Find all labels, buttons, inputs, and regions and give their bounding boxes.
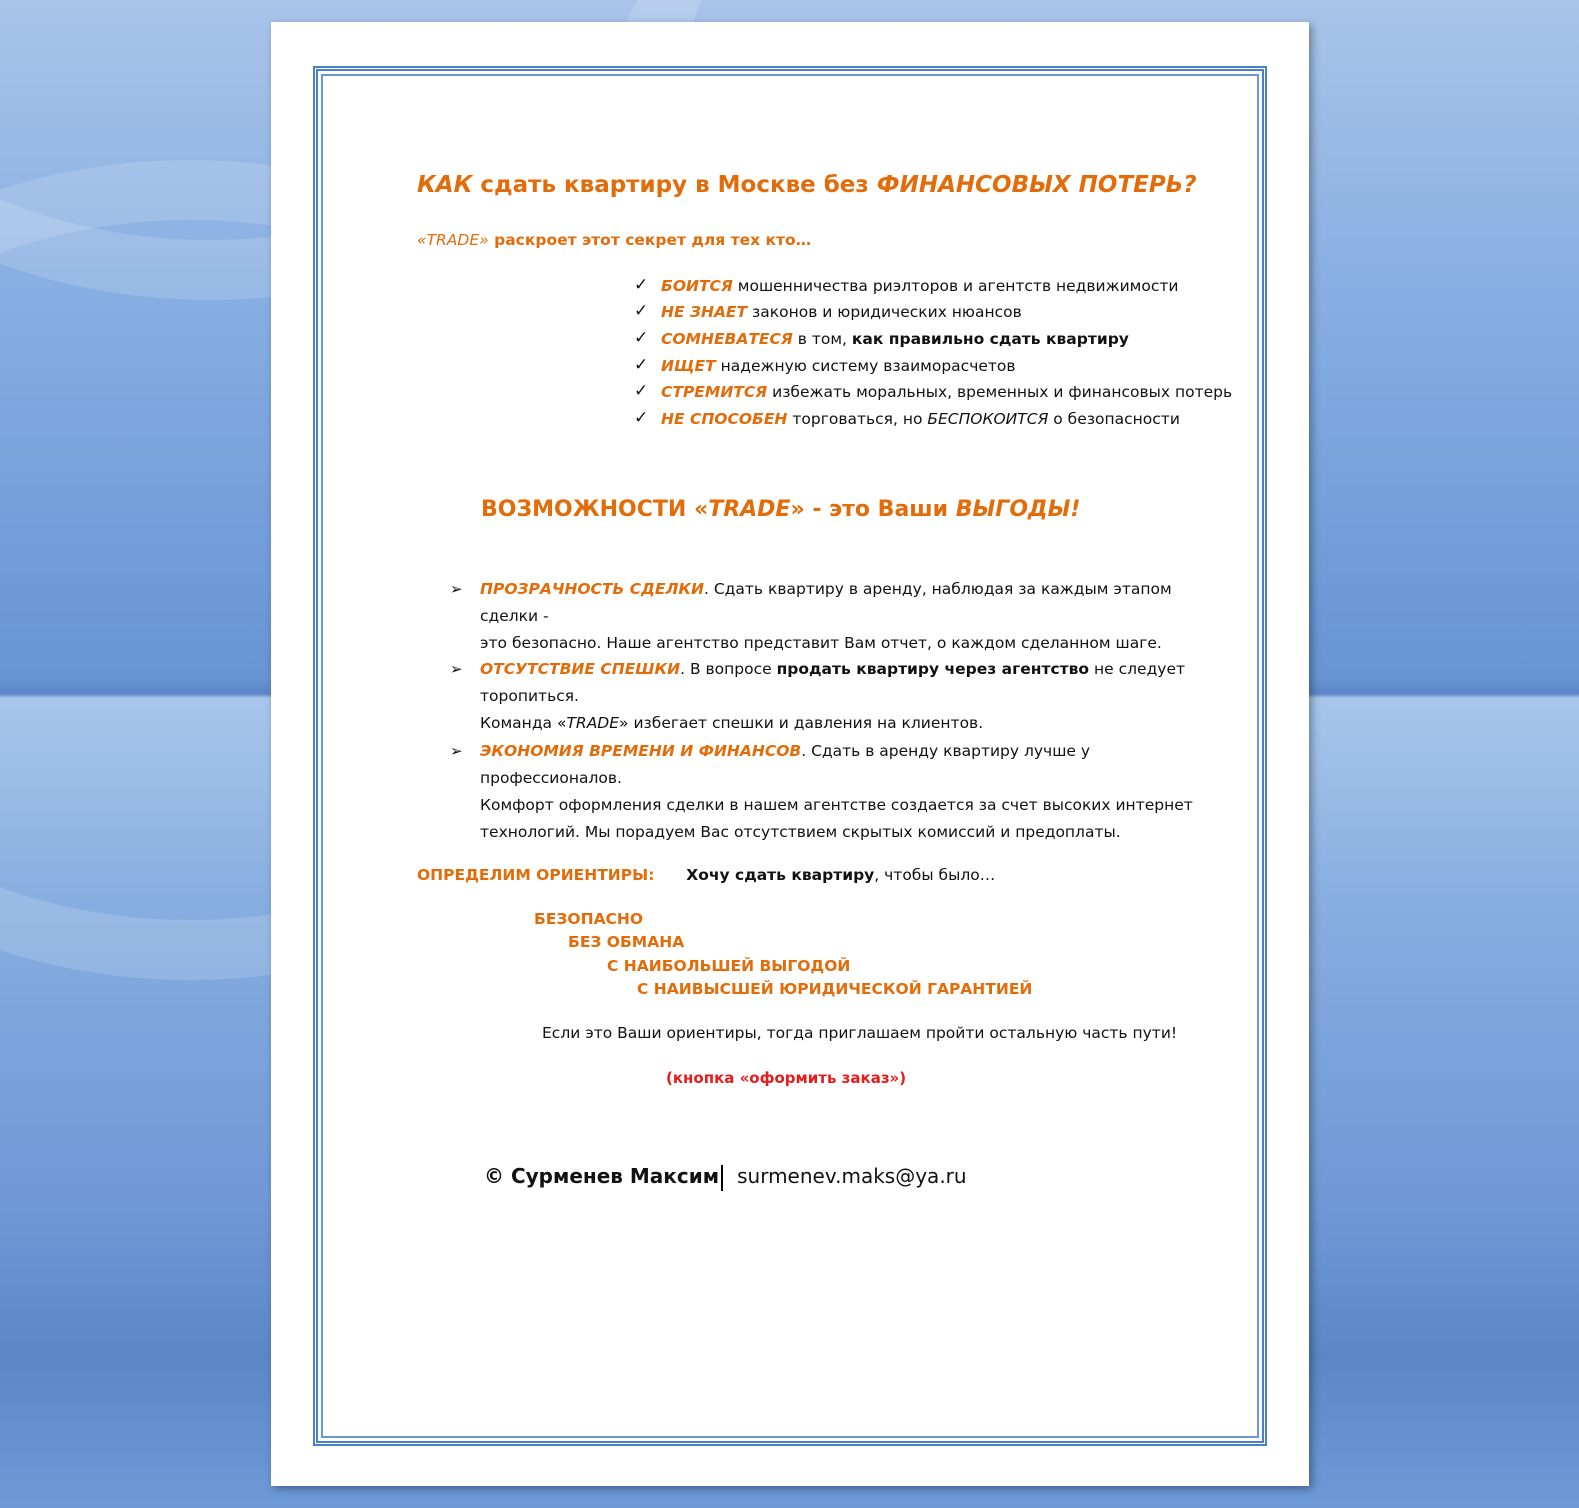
arrow-bullet-icon: ➢	[450, 742, 463, 760]
list-item-key: БОИТСЯ	[661, 277, 733, 295]
subtitle-text: раскроет этот секрет для тех кто…	[488, 231, 812, 249]
heading-part: » - это Ваши	[790, 497, 956, 522]
list-item-key: СОМНЕВАТЕСЯ	[661, 330, 793, 348]
advantage-text: Комфорт оформления сделки в нашем агентстве создается за счет высоких интернет	[480, 796, 1193, 814]
advantage-text: . Сдать квартиру в аренду, наблюдая за каждым этапом сделки -	[480, 580, 1172, 625]
list-item	[634, 301, 1022, 321]
list-item	[634, 408, 1180, 428]
subtitle	[417, 231, 811, 249]
list-item	[634, 275, 1179, 295]
list-item-key: СТРЕМИТСЯ	[661, 383, 768, 401]
advantage-text: Команда «	[480, 714, 567, 732]
list-item-text: в том,	[792, 330, 852, 348]
list-item	[634, 355, 1016, 375]
title-part: сдать квартиру в Москве без	[472, 172, 877, 198]
list-item-text: законов и юридических нюансов	[747, 303, 1022, 321]
list-item-key: НЕ СПОСОБЕН	[661, 410, 788, 428]
invite-text: Если это Ваши ориентиры, тогда приглашаем пройти остальную часть пути!	[542, 1024, 1178, 1042]
advantage-key: ПРОЗРАЧНОСТЬ СДЕЛКИ	[480, 580, 704, 598]
text-cursor	[721, 1165, 723, 1191]
advantage-text: это безопасно. Наше агентство представит Вам отчет, о каждом сделанном шаге.	[480, 634, 1162, 652]
orientation-text: , чтобы было…	[874, 866, 996, 884]
list-item	[634, 328, 1129, 348]
list-item	[450, 738, 1230, 846]
footer-email-link[interactable]: surmenev.maks@ya.ru	[737, 1164, 967, 1188]
advantage-bold: продать квартиру через агентство	[776, 660, 1090, 678]
check-icon: ✓	[634, 355, 649, 375]
target-item: БЕЗ ОБМАНА	[568, 933, 685, 951]
check-icon: ✓	[634, 301, 649, 321]
advantage-key: ЭКОНОМИЯ ВРЕМЕНИ И ФИНАНСОВ	[480, 742, 802, 760]
orientation-label: ОПРЕДЕЛИМ ОРИЕНТИРЫ:	[417, 866, 655, 884]
document-page	[271, 22, 1309, 1486]
list-item-text: о безопасности	[1048, 410, 1180, 428]
list-item	[450, 656, 1230, 737]
footer-author: © Сурменев Максим	[484, 1164, 720, 1188]
check-icon: ✓	[634, 275, 649, 295]
advantage-text: не следует торопиться.	[480, 660, 1186, 705]
section-heading	[481, 497, 1080, 522]
brand-name: «TRADE»	[417, 231, 489, 249]
orientation-line	[417, 866, 995, 884]
advantage-text: технологий. Мы порадуем Вас отсутствием скрытых комиссий и предоплаты.	[480, 823, 1121, 841]
advantage-text: . В вопросе	[680, 660, 777, 678]
title-part: ФИНАНСОВЫХ ПОТЕРЬ?	[876, 172, 1197, 198]
heading-part: ВЫГОДЫ!	[955, 497, 1081, 522]
title-part: КАК	[417, 172, 473, 198]
check-icon: ✓	[634, 381, 649, 401]
check-icon: ✓	[634, 328, 649, 348]
arrow-bullet-icon: ➢	[450, 660, 463, 678]
brand-name: TRADE	[708, 497, 791, 522]
list-item-key: ИЩЕТ	[661, 357, 716, 375]
orientation-bold: Хочу сдать квартиру	[686, 866, 875, 884]
page-title	[417, 172, 1197, 198]
list-item-key: НЕ ЗНАЕТ	[661, 303, 748, 321]
brand-name: TRADE	[566, 714, 620, 732]
advantage-key: ОТСУТСТВИЕ СПЕШКИ	[480, 660, 681, 678]
target-item: С НАИБОЛЬШЕЙ ВЫГОДОЙ	[607, 957, 851, 975]
list-item	[634, 381, 1233, 401]
target-item: БЕЗОПАСНО	[534, 910, 644, 928]
target-item: С НАИВЫСШЕЙ ЮРИДИЧЕСКОЙ ГАРАНТИЕЙ	[637, 980, 1033, 998]
list-item	[450, 576, 1230, 657]
arrow-bullet-icon: ➢	[450, 580, 463, 598]
list-item-italic: БЕСПОКОИТСЯ	[927, 410, 1049, 428]
list-item-text: мошенничества риэлторов и агентств недвижимости	[732, 277, 1179, 295]
list-item-text: торговаться, но	[787, 410, 928, 428]
list-item-text: избежать моральных, временных и финансовых потерь	[767, 383, 1233, 401]
footer	[484, 1164, 967, 1191]
order-button[interactable]: (кнопка «оформить заказ»)	[666, 1069, 907, 1087]
advantage-text: . Сдать в аренду квартиру лучше у профессионалов.	[480, 742, 1091, 787]
list-item-bold: как правильно сдать квартиру	[851, 330, 1129, 348]
heading-part: ВОЗМОЖНОСТИ «	[481, 497, 709, 522]
list-item-text: надежную систему взаиморасчетов	[715, 357, 1016, 375]
check-icon: ✓	[634, 408, 649, 428]
advantage-text: » избегает спешки и давления на клиентов.	[619, 714, 984, 732]
